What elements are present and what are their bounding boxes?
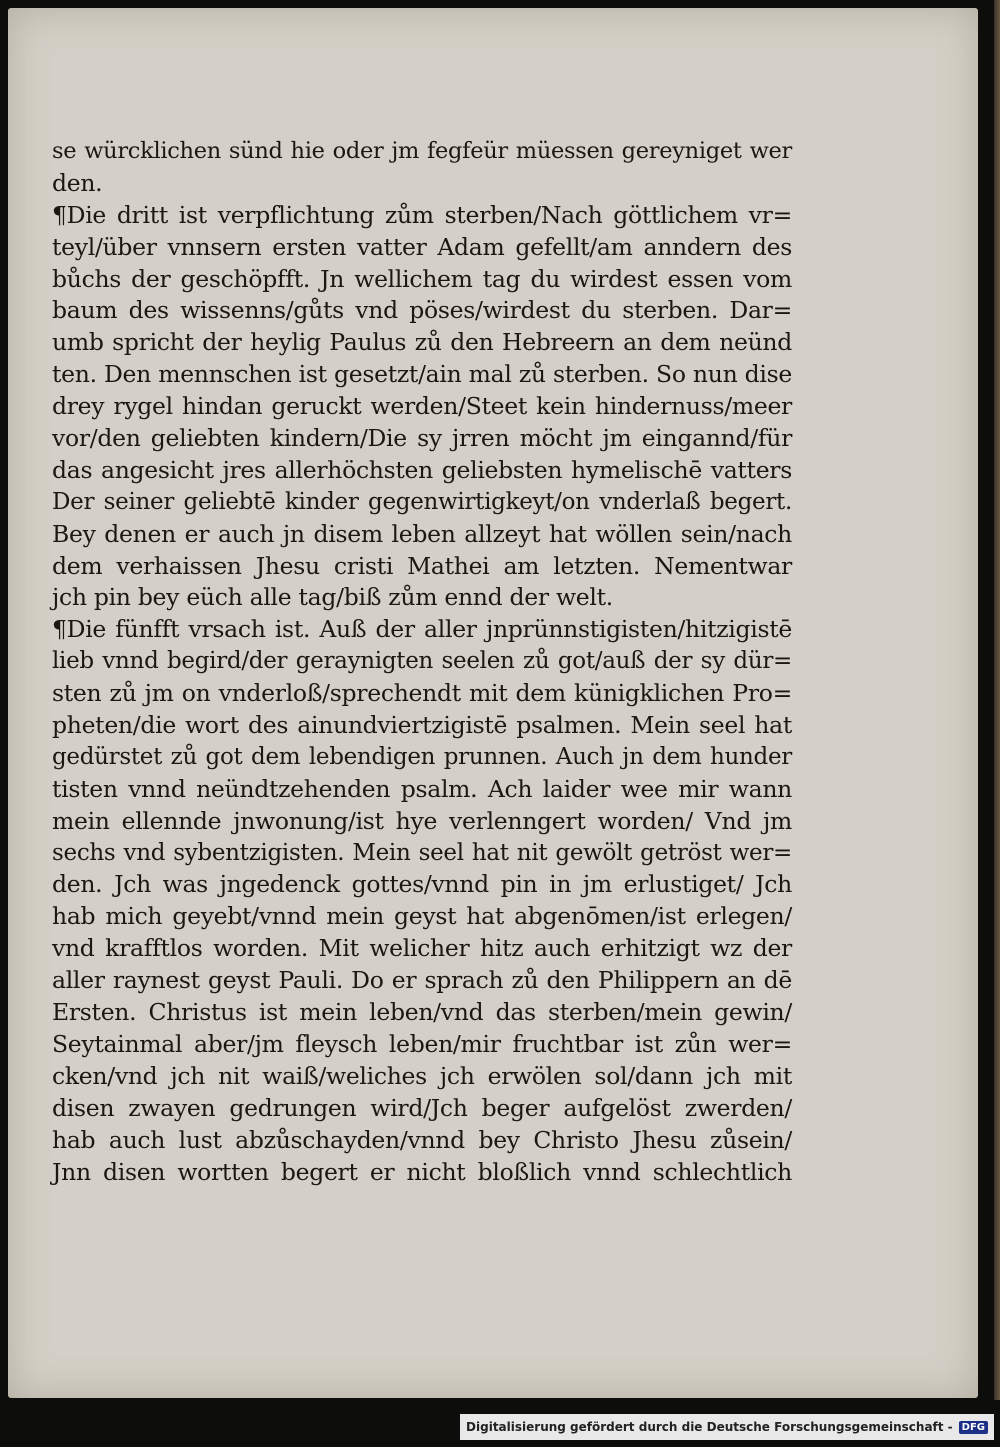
text-line: gedürstet zů got dem lebendigen prunnen. Auch jn dem hunder	[52, 743, 792, 770]
digitization-credit-bar	[460, 1414, 994, 1440]
text-line: ¶Die dritt ist verpflichtung zům sterben/Nach göttlichem vr=	[52, 200, 792, 229]
text-line: den.	[52, 168, 103, 197]
text-line: ten. Den mennschen ist gesetzt/ain mal zů sterben. So nun dise	[52, 360, 792, 389]
text-line: sten zů jm on vnderloß/sprechendt mit dem künigklichen Pro=	[52, 679, 792, 708]
text-line: sechs vnd sybentzigisten. Mein seel hat nit gewölt getröst wer=	[52, 839, 792, 866]
text-line: Der seiner geliebtē kinder gegenwirtigkeyt/on vnderlaß begert.	[52, 488, 792, 515]
text-line: baum des wissenns/gůts vnd pöses/wirdest du sterben. Dar=	[52, 296, 792, 325]
text-line: drey rygel hindan geruckt werden/Steet kein hindernuss/meer	[52, 392, 792, 421]
text-line: Jnn disen wortten begert er nicht bloßlich vnnd schlechtlich	[52, 1157, 792, 1186]
text-line: den. Jch was jngedenck gottes/vnnd pin in jm erlustiget/ Jch	[52, 870, 792, 899]
book-spine-edge	[994, 0, 1000, 1400]
text-line: jch pin bey eüch alle tag/biß zům ennd der welt.	[52, 583, 613, 612]
page-text-block	[52, 136, 792, 1188]
text-line: Ersten. Christus ist mein leben/vnd das sterben/mein gewin/	[52, 998, 792, 1027]
text-line: Seytainmal aber/jm fleysch leben/mir fruchtbar ist zůn wer=	[52, 1029, 792, 1058]
text-line: vnd krafftlos worden. Mit welicher hitz auch erhitzigt wz der	[52, 934, 792, 963]
text-line: hab mich geyebt/vnnd mein geyst hat abgenōmen/ist erlegen/	[52, 902, 792, 931]
text-line: hab auch lust abzůschayden/vnnd bey Christo Jhesu zůsein/	[52, 1125, 792, 1154]
text-line: disen zwayen gedrungen wird/Jch beger aufgelöst zwerden/	[52, 1093, 792, 1122]
text-line: se würcklichen sünd hie oder jm fegfeür müessen gereyniget wer	[52, 138, 792, 164]
text-line: pheten/die wort des ainundviertzigistē psalmen. Mein seel hat	[52, 711, 792, 740]
text-line: tisten vnnd neündtzehenden psalm. Ach laider wee mir wann	[52, 774, 792, 803]
text-line: teyl/über vnnsern ersten vatter Adam gefellt/am anndern des	[52, 232, 792, 261]
text-line: aller raynest geyst Pauli. Do er sprach zů den Philippern an dē	[52, 966, 792, 995]
text-line: lieb vnnd begird/der geraynigten seelen zů got/auß der sy dür=	[52, 648, 792, 675]
text-line: umb spricht der heylig Paulus zů den Hebreern an dem neünd	[52, 328, 792, 357]
text-line: ¶Die fünfft vrsach ist. Auß der aller jnprünnstigisten/hitzigistē	[52, 615, 792, 644]
text-line: Bey denen er auch jn disem leben allzeyt hat wöllen sein/nach	[52, 519, 792, 548]
text-line: vor/den geliebten kindern/Die sy jrren möcht jm eingannd/für	[52, 424, 792, 453]
credit-text: Digitalisierung gefördert durch die Deutsche Forschungsgemeinschaft -	[466, 1420, 953, 1434]
text-line: das angesicht jres allerhöchsten geliebsten hymelischē vatters	[52, 455, 792, 484]
text-line: mein ellennde jnwonung/ist hye verlenngert worden/ Vnd jm	[52, 806, 792, 835]
text-line: dem verhaissen Jhesu cristi Mathei am letzten. Nementwar	[52, 551, 792, 580]
text-line: bůchs der geschöpfft. Jn wellichem tag du wirdest essen vom	[52, 264, 792, 293]
text-line: cken/vnd jch nit waiß/weliches jch erwölen sol/dann jch mit	[52, 1061, 792, 1090]
dfg-logo-icon: DFG	[959, 1421, 988, 1434]
